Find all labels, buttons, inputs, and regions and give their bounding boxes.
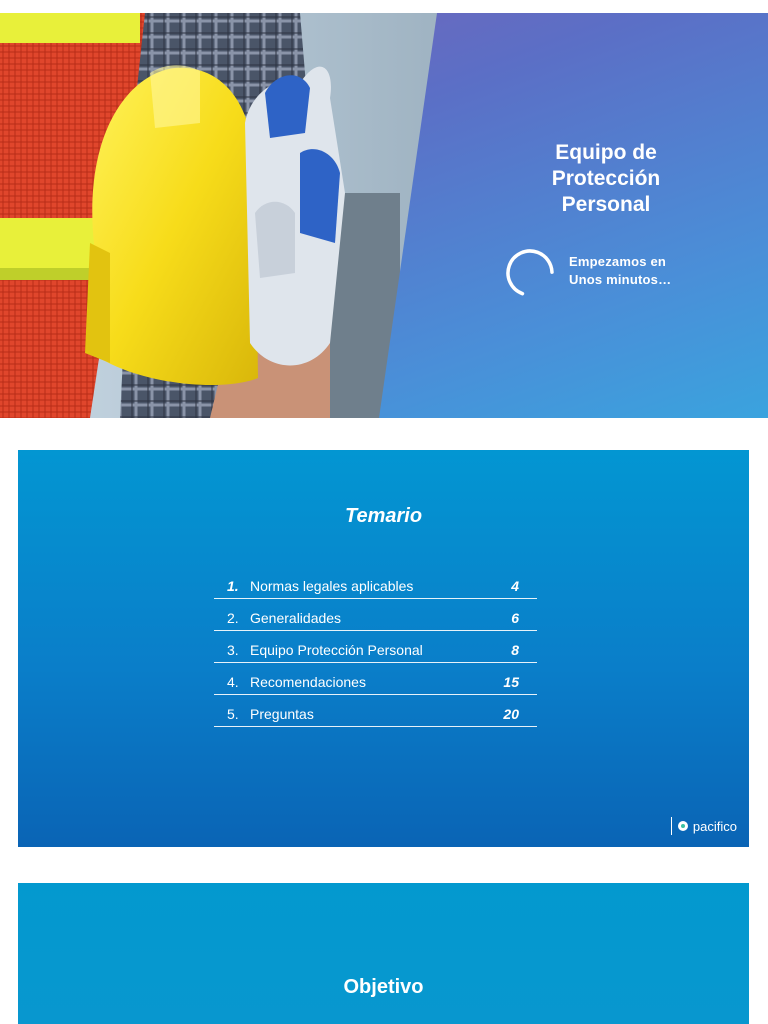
logo-text: pacifico (692, 818, 737, 834)
pacifico-logo (671, 817, 737, 835)
objective-slide (18, 883, 749, 1024)
loading-spinner-icon (504, 247, 556, 299)
cover-title-line: Protección (551, 167, 661, 190)
agenda-title: Temario (344, 505, 423, 527)
agenda-list (214, 578, 537, 727)
agenda-item-label: Normas legales aplicables (250, 578, 414, 594)
cover-slide (0, 13, 768, 418)
agenda-slide (18, 450, 749, 847)
agenda-item-number: 1. (227, 578, 239, 594)
logo-divider (671, 817, 672, 835)
agenda-item-label: Recomendaciones (250, 674, 366, 690)
agenda-item-label: Generalidades (250, 610, 342, 626)
agenda-item-label: Preguntas (250, 706, 314, 722)
agenda-item-page: 6 (511, 610, 519, 626)
agenda-item-number: 2. (227, 610, 239, 626)
agenda-item-page: 15 (503, 674, 519, 690)
agenda-item-number: 4. (227, 674, 239, 690)
agenda-item[interactable] (214, 599, 537, 631)
cover-subtitle-line: Unos minutos… (569, 272, 672, 287)
objective-title: Objetivo (343, 976, 424, 998)
cover-title-line: Equipo de (555, 141, 657, 164)
agenda-item-page: 20 (503, 706, 519, 722)
agenda-item[interactable] (214, 631, 537, 663)
agenda-item-page: 8 (511, 642, 519, 658)
agenda-item-page: 4 (511, 578, 519, 594)
agenda-item-number: 3. (227, 642, 239, 658)
cover-title (520, 140, 692, 218)
agenda-item-number: 5. (227, 706, 239, 722)
worker-photo (0, 13, 440, 418)
cover-subtitle-line: Empezamos en (569, 254, 667, 269)
agenda-item[interactable] (214, 578, 537, 599)
agenda-item-label: Equipo Protección Personal (250, 642, 423, 658)
agenda-item[interactable] (214, 695, 537, 727)
pacifico-logo-icon (678, 821, 688, 831)
cover-subtitle (569, 253, 671, 289)
agenda-item[interactable] (214, 663, 537, 695)
cover-title-line: Personal (561, 193, 651, 216)
